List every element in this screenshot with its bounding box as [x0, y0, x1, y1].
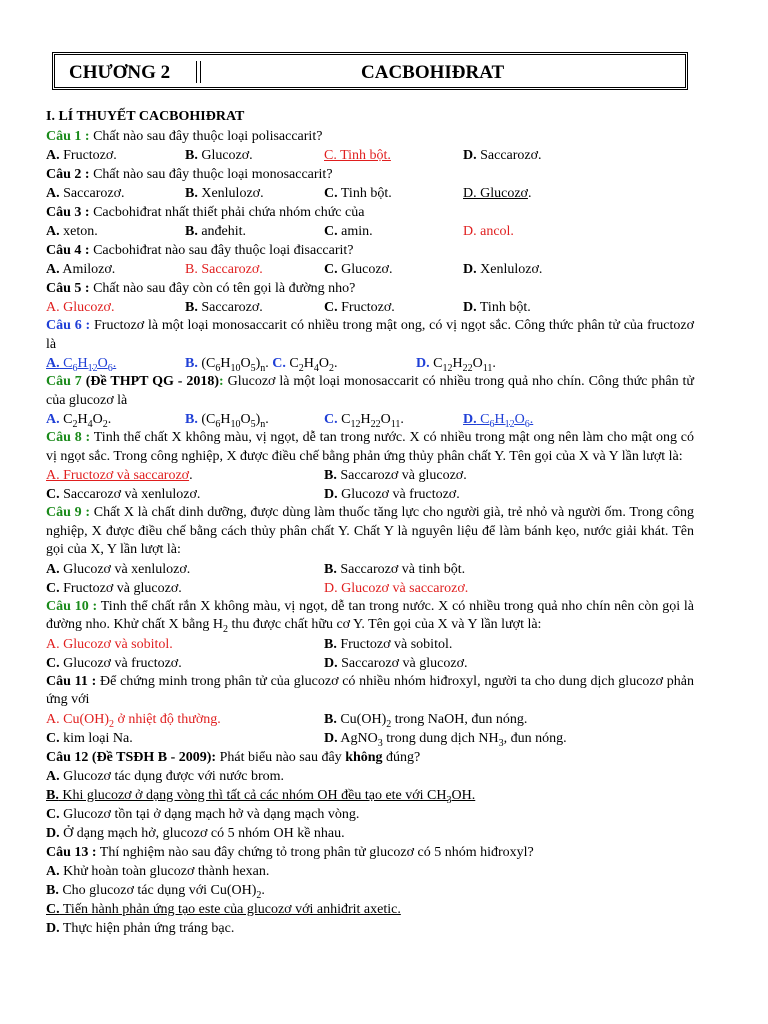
question-text: Tinh thể chất rắn X không màu, vị ngọt, dễ tan trong nước. X có nhiều trong quả nho chín nên còn gọi là đường nho. Khử chất X bằng $H_2$ thu được chất hữu cơ Y. Tên gọi của X và Y lần lượt là:	[46, 598, 694, 635]
option-d-answer: D. Glucozơ và saccarozơ.	[324, 580, 469, 596]
question-13	[46, 843, 694, 862]
option-d: D. Saccarozơ.	[463, 148, 542, 163]
option-c: C. Glucozơ tồn tại ở dạng mạch hở và dạng mạch vòng.	[46, 806, 360, 822]
option-d-answer: D. $C_6H_{12}O_6$.	[463, 412, 534, 430]
option-c: C. amin.	[324, 224, 373, 239]
question-9-options-row2	[46, 579, 694, 598]
question-text: Cacbohiđrat nhất thiết phải chứa nhóm chức của	[89, 205, 365, 220]
question-text: Chất nào sau đây thuộc loại monosaccarit?	[89, 167, 333, 182]
option-b: B. Saccarozơ.	[185, 300, 263, 315]
option-a: A. Khử hoàn toàn glucozơ thành hexan.	[46, 863, 270, 879]
option-b: B. Saccarozơ và tinh bột.	[324, 561, 466, 577]
option-c: C. Glucozơ và fructozơ.	[46, 655, 182, 671]
question-3-options	[46, 222, 694, 241]
question-label: Câu 11 :	[46, 673, 97, 689]
option-b: B. Saccarozơ và glucozơ.	[324, 468, 467, 483]
option-a-answer: A. Glucozơ và sobitol.	[46, 636, 173, 652]
question-11-options-row2	[46, 729, 694, 748]
option-b: B. Fructozơ và sobitol.	[324, 636, 453, 652]
question-10-options-row2	[46, 654, 694, 673]
option-d: D. Saccarozơ và glucozơ.	[324, 655, 468, 671]
question-label: Câu 1 :	[46, 129, 90, 144]
option-d: D. Xenlulozơ.	[463, 262, 543, 277]
option-b: B. Glucozơ.	[185, 148, 253, 163]
option-c: C. Glucozơ.	[324, 262, 393, 277]
question-text: Glucozơ là một loại monosaccarit có nhiều trong quả nho chín. Công thức phân tử của glucozơ là	[46, 374, 695, 408]
question-4	[46, 241, 694, 260]
option-d: D. $C_{12}H_{22}O_{11}$.	[416, 356, 496, 374]
option-b: B. anđehit.	[185, 224, 247, 239]
question-label: Câu 7	[46, 374, 82, 389]
option-d: D. Thực hiện phản ứng tráng bạc.	[46, 920, 235, 936]
option-c: C. Fructozơ.	[324, 300, 395, 315]
question-9-options-row1	[46, 560, 694, 579]
question-label: Câu 4 :	[46, 243, 90, 258]
question-8	[46, 429, 694, 466]
option-b: B. $Cu(OH)_2$ trong NaOH, đun nóng.	[324, 711, 528, 730]
option-c: C. Tinh bột.	[324, 186, 392, 201]
option-c: C. kim loại Na.	[46, 730, 133, 746]
question-source: (Đề TSĐH B - 2009):	[88, 749, 217, 765]
question-text: Fructozơ là một loại monosaccarit có nhiều trong mật ong, có vị ngọt sắc. Công thức phân tử của fructozơ là	[46, 318, 694, 352]
option-a: A. xeton.	[46, 224, 98, 239]
question-text: Chất X là chất dinh dưỡng, được dùng làm thuốc tăng lực cho người già, trẻ nhỏ và người ốm. Trong công nghiệp, X được điều chế bằng cách thủy phân chất Y. Chất Y là nguyên liệu để làm bánh kẹo, nước giải khát. Tên gọi của X, Y lần lượt là:	[46, 505, 694, 557]
document-page	[46, 52, 694, 938]
question-label: Câu 12	[46, 749, 89, 765]
question-text: Chất nào sau đây thuộc loại polisaccarit?	[89, 129, 323, 144]
question-7: Câu 7 (Đề THPT QG - 2018): Glucozơ là một loại monosaccarit có nhiều trong quả nho chín. Công thức phân tử của glucozơ là	[46, 374, 695, 408]
option-b: B. Cho glucozơ tác dụng với $Cu(OH)_2$.	[46, 882, 265, 901]
question-5	[46, 279, 694, 298]
chapter-title: CACBOHIĐRAT	[361, 62, 505, 83]
question-text: Thí nghiệm nào sau đây chứng tỏ trong phân tử glucozơ có 5 nhóm hiđroxyl?	[96, 844, 534, 860]
question-6-options	[46, 354, 694, 373]
question-label: Câu 5 :	[46, 281, 90, 296]
option-a: A. Glucozơ tác dụng được với nước brom.	[46, 768, 285, 784]
option-b: B. Xenlulozơ.	[185, 186, 264, 201]
option-c: C. Saccarozơ và xenlulozơ.	[46, 487, 201, 502]
chapter-number: CHƯƠNG 2	[69, 62, 171, 83]
question-text: Chất nào sau đây còn có tên gọi là đường nho?	[89, 281, 356, 296]
option-c-answer: C. Tinh bột.	[324, 148, 391, 163]
question-1	[46, 127, 694, 146]
question-2-options	[46, 184, 694, 203]
question-8-options-row2	[46, 485, 694, 504]
question-11	[46, 673, 694, 710]
question-4-options	[46, 260, 694, 279]
question-10	[46, 598, 694, 635]
option-a-answer: A. Glucozơ.	[46, 300, 115, 315]
question-7-options	[46, 410, 694, 429]
option-a: A. Fructozơ.	[46, 148, 117, 163]
question-10-options-row1	[46, 635, 694, 654]
option-b-answer: B. Saccarozơ.	[185, 262, 263, 277]
option-a: A. Saccarozơ.	[46, 186, 125, 201]
chapter-header-box	[52, 52, 688, 90]
option-d: D. Ở dạng mạch hở, glucozơ có 5 nhóm OH kề nhau.	[46, 825, 345, 841]
option-a-answer: A. $Cu(OH)_2$ ở nhiệt độ thường.	[46, 711, 221, 730]
question-12	[46, 748, 694, 767]
option-b: B. $(C_6H_{10}O_5)_n$.	[185, 412, 269, 430]
option-a: A. Glucozơ và xenlulozơ.	[46, 561, 191, 577]
question-label: Câu 2 :	[46, 167, 90, 182]
option-d-answer: D. ancol.	[463, 224, 514, 239]
option-a: A. $C_2H_4O_2$.	[46, 412, 112, 430]
question-text: Tinh thể chất X không màu, vị ngọt, dễ tan trong nước. X có nhiều trong mật ong nên làm cho mật ong có vị ngọt sắc. Trong công nghiệp, X được điều chế bằng phản ứng thủy phân chất Y. Tên gọi của X và Y lần lượt là:	[46, 430, 694, 464]
section-heading: I. LÍ THUYẾT CACBOHIĐRAT	[46, 109, 245, 124]
question-label: Câu 6 :	[46, 318, 91, 333]
question-source: (Đề THPT QG - 2018)	[81, 374, 220, 389]
question-8-options-row1	[46, 466, 694, 485]
question-text: Để chứng minh trong phân tử của glucozơ có nhiều nhóm hiđroxyl, người ta cho dung dịch glucozơ phản ứng với	[46, 673, 694, 707]
question-label: Câu 10 :	[46, 598, 98, 614]
question-label: Câu 8 :	[46, 430, 91, 445]
option-b-answer: B. Khi glucozơ ở dạng vòng thì tất cả các nhóm OH đều tạo ete với $CH_3OH$.	[46, 787, 476, 806]
option-a-answer: A. Fructozơ và saccarozơ.	[46, 468, 193, 483]
question-11-options-row1	[46, 710, 694, 729]
option-a-answer: A. $C_6H_{12}O_6$.	[46, 356, 117, 374]
option-c-answer: C. Tiến hành phản ứng tạo este của glucozơ với anhiđrit axetic.	[46, 901, 401, 917]
question-5-options	[46, 298, 694, 317]
question-3	[46, 203, 694, 222]
option-c: C. $C_{12}H_{22}O_{11}$.	[324, 412, 404, 430]
question-label: Câu 9 :	[46, 505, 91, 520]
question-text: Phát biểu nào sau đây không đúng?	[216, 749, 421, 765]
question-6	[46, 317, 694, 354]
question-text: Cacbohiđrat nào sau đây thuộc loại đisaccarit?	[89, 243, 354, 258]
option-d-answer: D. Glucozơ.	[463, 186, 532, 201]
question-1-options	[46, 146, 694, 165]
option-d: D. AgNO$_3$ trong dung dịch $NH_3$, đun nóng.	[324, 730, 567, 749]
question-label: Câu 13 :	[46, 844, 97, 860]
header-divider	[196, 61, 201, 83]
option-d: D. Glucozơ và fructozơ.	[324, 487, 460, 502]
question-label: Câu 3 :	[46, 205, 90, 220]
option-c: C. Fructozơ và glucozơ.	[46, 580, 182, 596]
question-2	[46, 165, 694, 184]
question-9	[46, 504, 694, 560]
option-d: D. Tinh bột.	[463, 300, 531, 315]
option-a: A. Amilozơ.	[46, 262, 116, 277]
option-b: B. $(C_6H_{10}O_5)_n$. C. $C_2H_4O_2$.	[185, 356, 338, 374]
